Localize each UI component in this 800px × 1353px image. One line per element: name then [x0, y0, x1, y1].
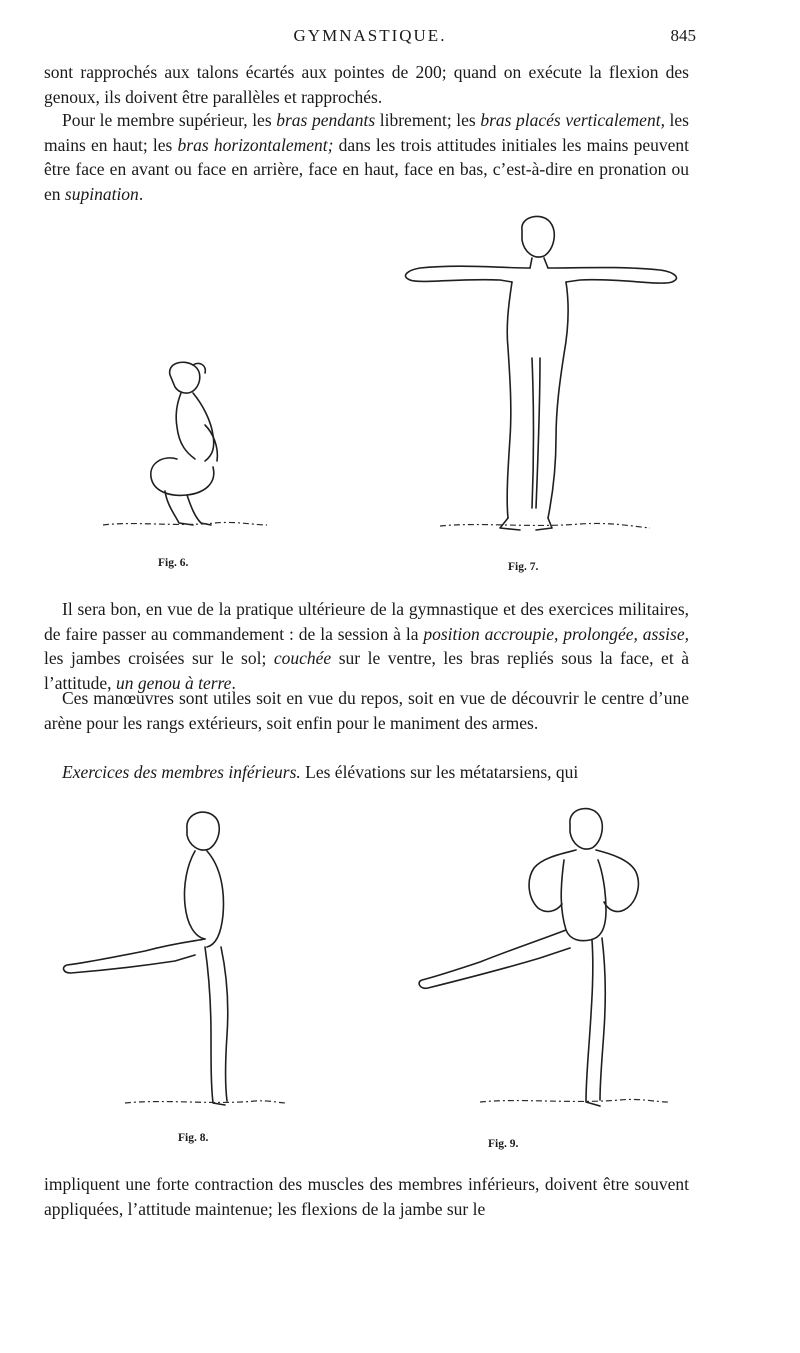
paragraph-5	[44, 760, 689, 785]
text-run: dans les trois attitudes initiales les mains peuvent être face en avant ou face en arrière, face en haut, face en bas, c’est-à-dire en pronation ou en	[44, 134, 689, 204]
italic-term: couchée	[273, 648, 332, 668]
italic-term: supination	[64, 183, 139, 204]
figure-7-caption: Fig. 7.	[508, 561, 539, 573]
italic-term: bras pendants	[276, 110, 376, 130]
figure-8-caption: Fig. 8.	[178, 1132, 209, 1144]
italic-term: un genou à terre	[115, 672, 232, 693]
figure-6-caption: Fig. 6.	[158, 557, 189, 569]
figure-6-crouching-illustration	[95, 355, 275, 545]
page-number: 845	[670, 26, 696, 45]
running-head	[44, 26, 696, 50]
paragraph-6: impliquent une forte contraction des muscles des membres inférieurs, doivent être souvent appliquées, l’attitude maintenue; les flexions de la jambe sur le	[44, 1174, 689, 1219]
text-run: .	[138, 183, 144, 204]
text-run: Il sera bon, en vue de la pratique ultérieure de la gymnastique et des exercices militaires, de faire passer au commandement : de la session à la	[44, 599, 689, 644]
italic-term: bras placés verticalement,	[480, 110, 665, 130]
paragraph-3	[44, 597, 689, 695]
text-run: Pour le membre supérieur, les	[62, 110, 277, 130]
figure-7-arms-horizontal-illustration	[380, 208, 700, 558]
figure-8-leg-raised-side-illustration	[55, 805, 295, 1125]
figure-9-leg-raised-front-illustration	[410, 800, 680, 1130]
text-run: sur le ventre, les bras repliés sous la face, et à l’attitude,	[44, 648, 689, 693]
text-run: les jambes croisées sur le sol;	[44, 648, 274, 668]
italic-term: position accroupie, prolongée, assise,	[423, 623, 689, 644]
paragraph-4: Ces manœuvres sont utiles soit en vue du repos, soit en vue de découvrir le centre d’une arène pour les rangs extérieurs, soit enfin pour le maniment des armes.	[44, 688, 689, 733]
running-title: GYMNASTIQUE.	[293, 26, 447, 45]
paragraph-2	[44, 108, 689, 206]
text-run: .	[231, 672, 236, 693]
paragraph-1: sont rapprochés aux talons écartés aux pointes de 200; quand on exécute la flexion des genoux, ils doivent être parallèles et rapprochés.	[44, 62, 689, 107]
text-run: Les élévations sur les métatarsiens, qui	[300, 762, 579, 782]
figure-9-caption: Fig. 9.	[488, 1138, 519, 1150]
text-run: les mains en haut; les	[44, 110, 689, 155]
text-run: librement; les	[375, 110, 481, 130]
section-heading-italic: Exercices des membres inférieurs.	[62, 762, 301, 782]
italic-term: bras horizontalement;	[177, 134, 334, 155]
